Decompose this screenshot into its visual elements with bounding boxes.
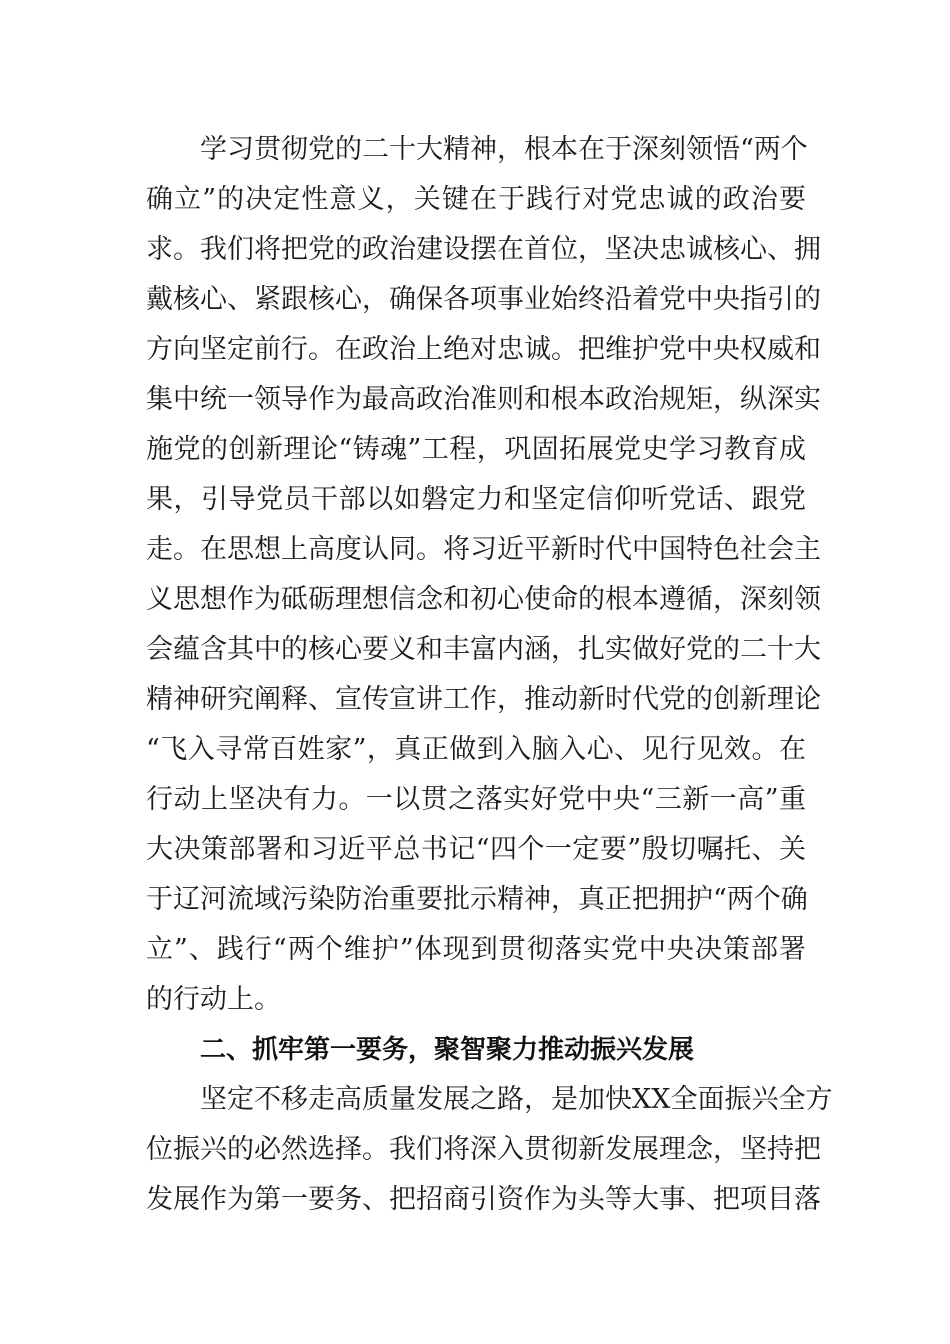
paragraph-1-line-16: 于辽河流域污染防治重要批示精神，真正把拥护“两个确 (146, 884, 808, 915)
paragraph-1-line-2: 确立”的决定性意义，关键在于践行对党忠诚的政治要 (146, 184, 806, 215)
paragraph-1-line-9: 走。在思想上高度认同。将习近平新时代中国特色社会主 (146, 534, 821, 565)
paragraph-2-line-3: 发展作为第一要务、把招商引资作为头等大事、把项目落 (146, 1184, 821, 1215)
paragraph-2-line-2: 位振兴的必然选择。我们将深入贯彻新发展理念，坚持把 (146, 1134, 821, 1165)
paragraph-2-line-1: 坚定不移走高质量发展之路，是加快XX全面振兴全方 (200, 1084, 833, 1115)
paragraph-1-line-1: 学习贯彻党的二十大精神，根本在于深刻领悟“两个 (200, 134, 808, 165)
paragraph-1-line-18: 的行动上。 (146, 984, 281, 1015)
paragraph-1-line-4: 戴核心、紧跟核心，确保各项事业始终沿着党中央指引的 (146, 284, 821, 315)
paragraph-1-line-7: 施党的创新理论“铸魂”工程，巩固拓展党史学习教育成 (146, 434, 806, 465)
paragraph-1-line-8: 果，引导党员干部以如磐定力和坚定信仰听党话、跟党 (146, 484, 806, 515)
paragraph-1-line-14: 行动上坚决有力。一以贯之落实好党中央“三新一高”重 (146, 784, 806, 815)
paragraph-1-line-3: 求。我们将把党的政治建设摆在首位，坚决忠诚核心、拥 (146, 234, 821, 265)
paragraph-1-line-13: “飞入寻常百姓家”，真正做到入脑入心、见行见效。在 (146, 734, 806, 765)
paragraph-1-line-17: 立”、践行“两个维护”体现到贯彻落实党中央决策部署 (146, 934, 806, 965)
paragraph-1-line-11: 会蕴含其中的核心要义和丰富内涵，扎实做好党的二十大 (146, 634, 821, 665)
paragraph-1-line-6: 集中统一领导作为最高政治准则和根本政治规矩，纵深实 (146, 384, 821, 415)
section-heading-2: 二、抓牢第一要务，聚智聚力推动振兴发展 (200, 1035, 695, 1065)
paragraph-1-line-5: 方向坚定前行。在政治上绝对忠诚。把维护党中央权威和 (146, 334, 821, 365)
paragraph-1-line-15: 大决策部署和习近平总书记“四个一定要”殷切嘱托、关 (146, 834, 806, 865)
paragraph-1-line-10: 义思想作为砥砺理想信念和初心使命的根本遵循，深刻领 (146, 584, 821, 615)
paragraph-1-line-12: 精神研究阐释、宣传宣讲工作，推动新时代党的创新理论 (146, 684, 821, 715)
